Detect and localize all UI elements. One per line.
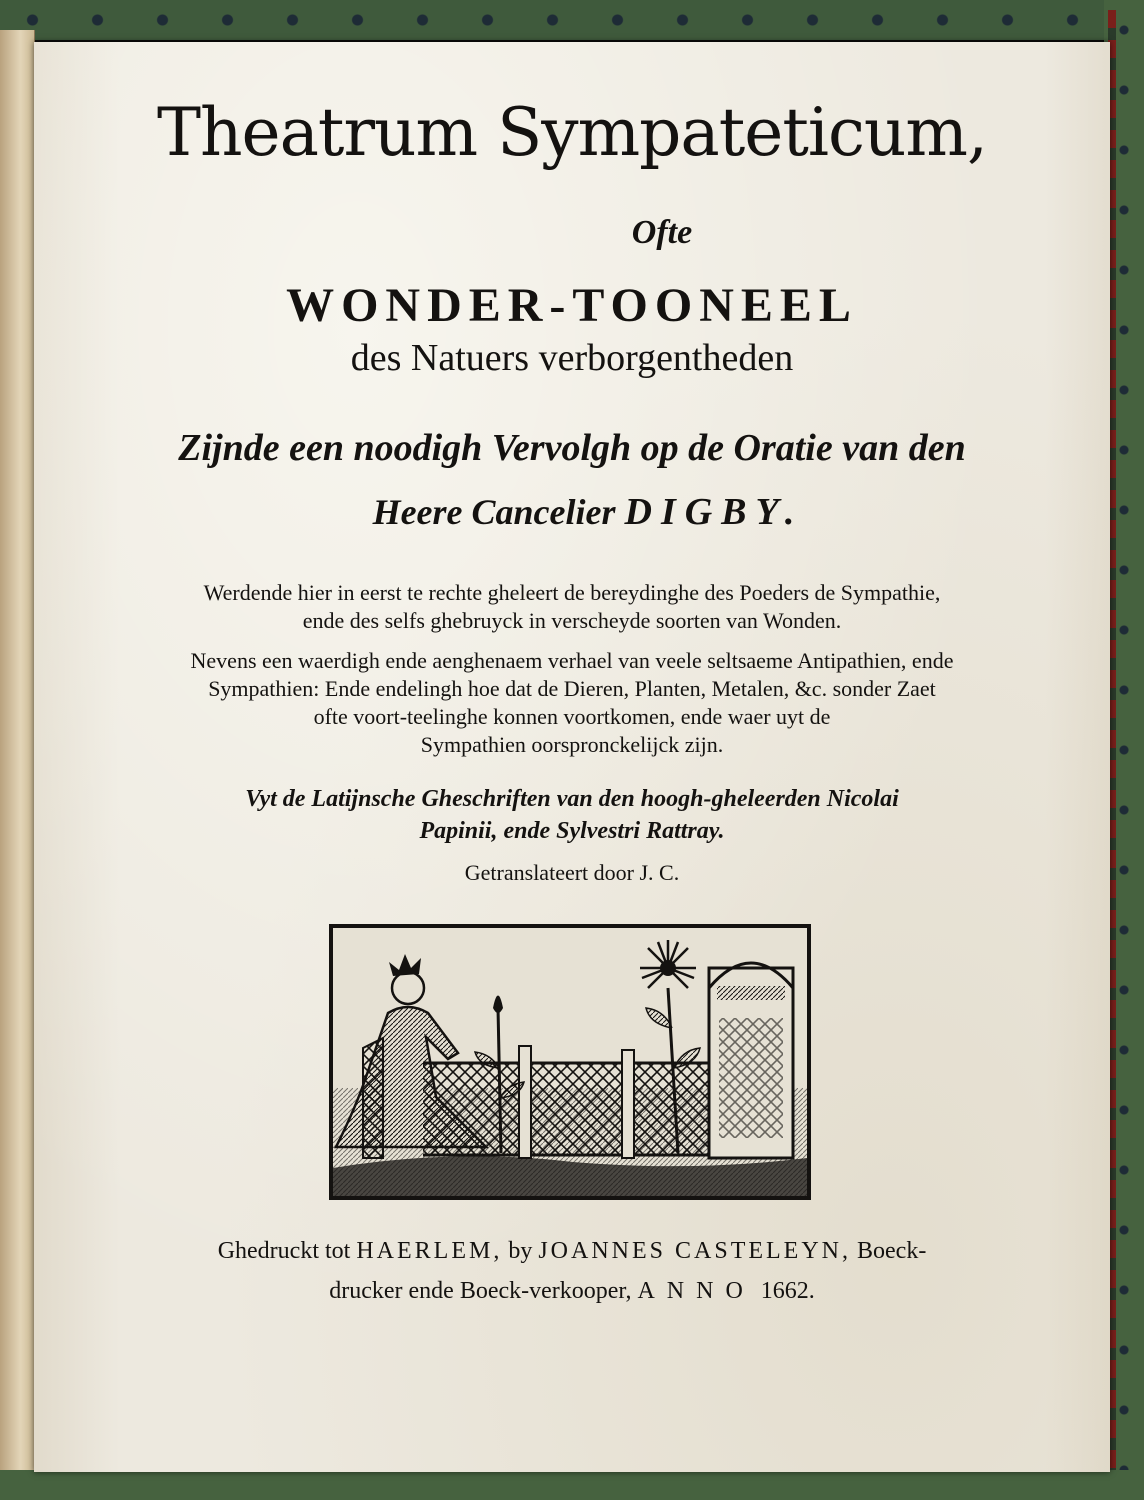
heere-line	[34, 490, 1126, 534]
title-page	[34, 42, 1110, 1472]
source-line: Vyt de Latijnsche Gheschriften van den hoogh-gheleerden Nicolai	[245, 786, 899, 812]
imprint-line-2	[34, 1278, 1110, 1305]
imprint-printer: JOANNES CASTELEYN,	[538, 1238, 851, 1264]
woodcut-garden-illustration	[329, 924, 811, 1200]
description-line: Nevens een waerdigh ende aenghenaem verhael van veele seltsaeme Antipathien, ende	[190, 648, 954, 673]
book-binding-top	[0, 0, 1144, 40]
imprint-line-1	[34, 1238, 1110, 1265]
source-line: Papinii, ende Sylvestri Rattray.	[419, 818, 725, 844]
wonder-tooneel-heading: WONDER-TOONEEL	[286, 279, 858, 332]
description-line: Sympathien: Ende endelingh hoe dat de Dieren, Planten, Metalen, &c. sonder Zaet	[208, 676, 936, 701]
imprint-trade-end: drucker ende Boeck-verkooper,	[329, 1278, 632, 1304]
translator-line: Getranslateert door J. C.	[464, 860, 680, 885]
imprint-trade-start: Boeck-	[857, 1238, 927, 1264]
ofte-line: Ofte	[631, 214, 693, 251]
imprint-year: 1662.	[760, 1278, 815, 1304]
description-line: ende des selfs ghebruyck in verscheyde soorten van Wonden.	[302, 608, 842, 633]
digby-name: DIGBY.	[624, 491, 804, 533]
previous-page-edge	[0, 30, 35, 1470]
description-line: Werdende hier in eerst te rechte gheleert de bereydinghe des Poeders de Sympathie,	[203, 580, 941, 605]
book-title: Theatrum Sympateticum,	[156, 94, 987, 171]
imprint-anno: ANNO	[637, 1278, 755, 1304]
imprint-place: HAERLEM,	[356, 1238, 503, 1264]
imprint-by: by	[508, 1238, 533, 1264]
description-line: Sympathien oorspronckelijck zijn.	[420, 732, 724, 757]
book-binding-bottom	[0, 1470, 1144, 1500]
description-line: ofte voort-teelinghe konnen voortkomen, ende waer uyt de	[313, 704, 831, 729]
imprint-printed-at: Ghedruckt tot	[217, 1238, 351, 1264]
zijnde-line: Zijnde een noodigh Vervolgh op de Oratie van den	[178, 427, 966, 469]
heere-cancelier: Heere Cancelier	[372, 492, 616, 532]
subtitle: des Natuers verborgentheden	[350, 337, 794, 379]
